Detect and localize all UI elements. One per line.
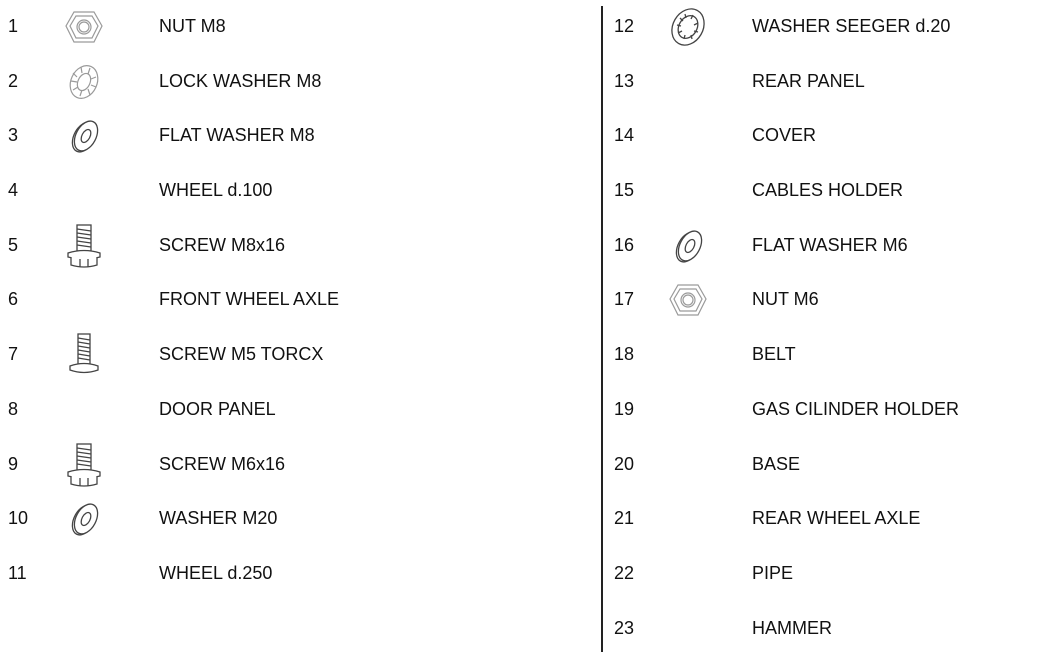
flange-screw-icon xyxy=(60,223,108,269)
flat-washer-icon xyxy=(664,223,712,269)
part-number: 9 xyxy=(8,453,19,474)
part-name: WASHER M20 xyxy=(159,508,278,529)
parts-list-row xyxy=(0,55,600,110)
parts-list-row xyxy=(604,109,1043,164)
part-number: 6 xyxy=(8,289,19,310)
part-number: 1 xyxy=(8,16,19,36)
pan-screw-icon xyxy=(60,332,108,378)
lock-washer-icon xyxy=(60,59,108,105)
part-name: HAMMER xyxy=(752,617,832,638)
part-name: BASE xyxy=(752,453,801,474)
part-name: WHEEL d.100 xyxy=(159,180,273,201)
parts-list-row xyxy=(604,492,1043,547)
parts-list-row xyxy=(0,328,600,383)
parts-list-row xyxy=(0,383,600,438)
part-number: 20 xyxy=(614,453,635,474)
part-name: NUT M6 xyxy=(752,289,819,310)
hex-nut-icon xyxy=(664,277,712,323)
part-name: WASHER SEEGER d.20 xyxy=(752,16,951,36)
part-name: FLAT WASHER M6 xyxy=(752,234,908,255)
part-number: 4 xyxy=(8,180,19,201)
part-number: 17 xyxy=(614,289,635,310)
part-number: 8 xyxy=(8,398,19,419)
part-name: LOCK WASHER M8 xyxy=(159,70,322,91)
seeger-washer-icon xyxy=(664,4,712,50)
parts-list-row xyxy=(604,55,1043,110)
part-number: 5 xyxy=(8,234,19,255)
part-number: 7 xyxy=(8,344,19,365)
part-name: NUT M8 xyxy=(159,16,226,36)
part-number: 12 xyxy=(614,16,635,36)
part-name: WHEEL d.250 xyxy=(159,562,273,583)
part-name: FLAT WASHER M8 xyxy=(159,125,315,146)
flange-screw-icon xyxy=(60,442,108,488)
parts-list-row xyxy=(604,0,1043,55)
parts-list-row xyxy=(604,328,1043,383)
parts-list-row xyxy=(604,219,1043,274)
parts-list-row xyxy=(604,438,1043,493)
part-name: CABLES HOLDER xyxy=(752,180,904,201)
part-number: 18 xyxy=(614,344,635,365)
part-name: GAS CILINDER HOLDER xyxy=(752,398,960,419)
part-number: 22 xyxy=(614,562,635,583)
part-name: COVER xyxy=(752,125,817,146)
part-number: 19 xyxy=(614,398,635,419)
parts-list-row xyxy=(0,492,600,547)
part-number: 14 xyxy=(614,125,635,146)
parts-list-row xyxy=(604,164,1043,219)
part-number: 23 xyxy=(614,617,635,638)
part-name: PIPE xyxy=(752,562,794,583)
column-divider xyxy=(601,6,603,652)
hex-nut-icon xyxy=(60,4,108,50)
parts-list-row xyxy=(604,383,1043,438)
part-name: SCREW M6x16 xyxy=(159,453,286,474)
part-name: SCREW M5 TORCX xyxy=(159,344,324,365)
parts-list-row xyxy=(0,219,600,274)
part-number: 21 xyxy=(614,508,635,529)
flat-washer-icon xyxy=(60,113,108,159)
part-name: FRONT WHEEL AXLE xyxy=(159,289,340,310)
part-number: 10 xyxy=(8,508,29,529)
parts-list-right xyxy=(604,0,1043,656)
parts-list-row xyxy=(604,602,1043,656)
parts-list-row xyxy=(0,273,600,328)
part-number: 13 xyxy=(614,70,635,91)
parts-list-row xyxy=(604,547,1043,602)
part-number: 3 xyxy=(8,125,19,146)
part-name: DOOR PANEL xyxy=(159,398,276,419)
part-name: REAR PANEL xyxy=(752,70,865,91)
parts-list-row xyxy=(604,273,1043,328)
flat-washer-icon xyxy=(60,496,108,542)
parts-list-row xyxy=(0,438,600,493)
parts-list-row xyxy=(0,547,600,602)
parts-list-row xyxy=(0,164,600,219)
part-name: SCREW M8x16 xyxy=(159,234,286,255)
part-name: BELT xyxy=(752,344,796,365)
part-number: 2 xyxy=(8,70,19,91)
parts-list-row xyxy=(0,0,600,55)
parts-list-row xyxy=(0,109,600,164)
part-number: 16 xyxy=(614,234,635,255)
part-number: 11 xyxy=(8,562,27,583)
part-number: 15 xyxy=(614,180,635,201)
part-name: REAR WHEEL AXLE xyxy=(752,508,921,529)
